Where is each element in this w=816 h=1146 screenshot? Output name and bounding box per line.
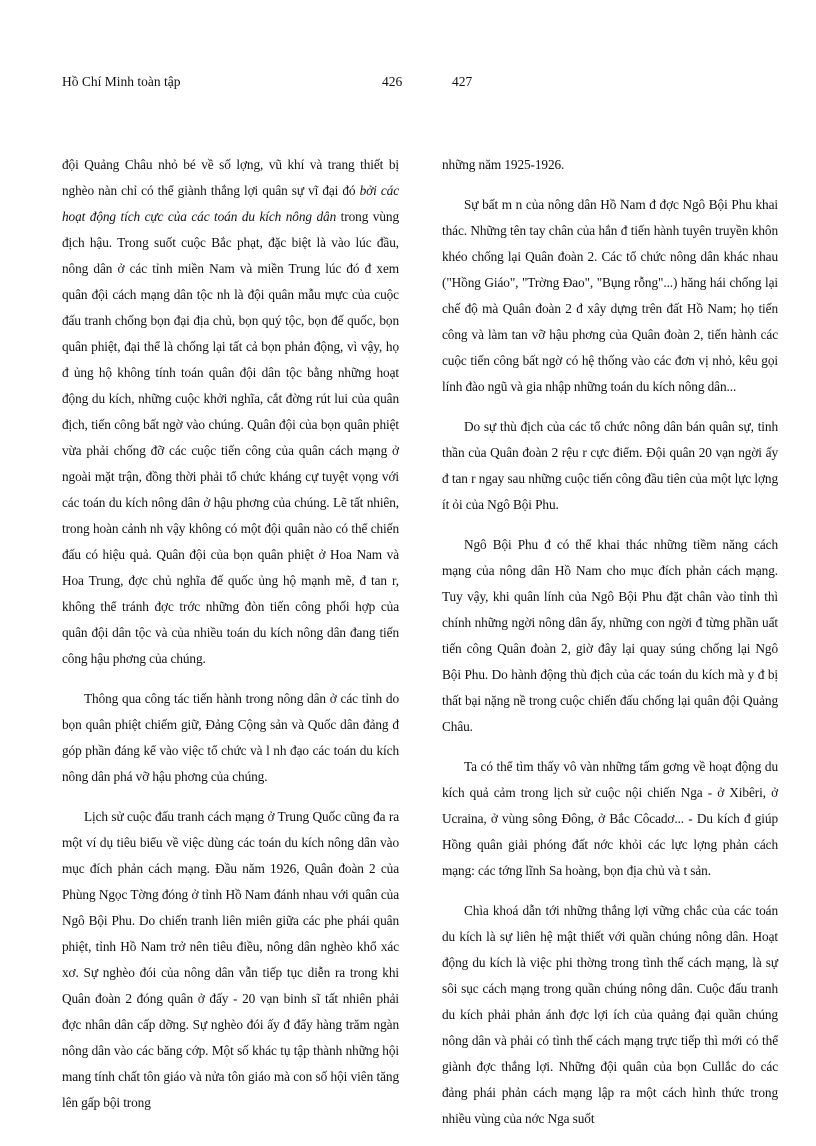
paragraph: Chìa khoá dẫn tới những thắng lợi vững chắc của các toán du kích là sự liên hệ mật thiết với quần chúng nông dân. Hoạt động du kích là việc phi thờng trong tình thế cách mạng, là sự sôi sục cách mạng trong quần chúng nông dân. Cuộc đấu tranh du kích phải phản ánh đợc lợi ích của quảng đại quần chúng nông dân và phải có tình thế cách mạng trực tiếp thì mới có thể giành đợc thắng lợi. Những đội quân của bọn Cullắc do các đảng phái phản cách mạng lập ra một cách hình thức trong nhiều vùng của nớc Nga suốt: [442, 903, 778, 1126]
right-column: [442, 152, 778, 1146]
paragraph: Lịch sử cuộc đấu tranh cách mạng ở Trung Quốc cũng đa ra một ví dụ tiêu biểu về việc dùng các toán du kích nông dân vào mục đích phản cách mạng. Đầu năm 1926, Quân đoàn 2 của Phùng Ngọc Tờng đóng ở tỉnh Hồ Nam đánh nhau với quân của Ngô Bội Phu. Do chiến tranh liên miên giữa các phe phái quân phiệt, tỉnh Hồ Nam trở nên tiêu điều, nông dân nghèo khổ xác xơ. Sự nghèo đói của nông dân vẫn tiếp tục diễn ra trong khi Quân đoàn 2 đóng quân ở đấy - 20 vạn binh sĩ tất nhiên phải đợc nhân dân cấp dỡng. Sự nghèo đói ấy đ đẩy hàng trăm ngàn nông dân vào các băng cớp. Một số khác tụ tập thành những hội mang tính chất tôn giáo và nửa tôn giáo mà con số hội viên tăng lên gấp bội trong: [62, 809, 399, 1110]
book-title: Hồ Chí Minh toàn tập: [62, 74, 181, 89]
paragraph-italic: bởi các hoạt động tích cực của các toán du kích nông dân: [62, 183, 399, 224]
paragraph: Sự bất m n của nông dân Hồ Nam đ đợc Ngô Bội Phu khai thác. Những tên tay chân của hắn đ tiến hành tuyên truyền khôn khéo chống lại Quân đoàn 2. Các tổ chức nông dân khác nhau ("Hồng Giáo", "Trờng Đao", "Bụng rỗng"...) hăng hái chống lại chế độ mà Quân đoàn 2 đ xây dựng trên đất Hồ Nam; họ tiến công và làm tan vỡ hậu phơng của Quân đoàn 2, tiến hành các cuộc tiến công bất ngờ có hệ thống vào các đơn vị nhỏ, kêu gọi lính đào ngũ và gia nhập những toán du kích nông dân...: [442, 197, 778, 394]
paragraph: [62, 152, 399, 672]
page-number-right: 427: [452, 74, 473, 89]
paragraph: Ta có thể tìm thấy vô vàn những tấm gơng về hoạt động du kích quả cảm trong lịch sử cuộc nội chiến Nga - ở Xibêri, ở Ucraina, ở vùng sông Đông, ở Bắc Côcadơ... - Du kích đ giúp Hồng quân giải phóng đất nớc khỏi các lực lợng phản cách mạng: các tớng lĩnh Sa hoàng, bọn địa chủ và t sản.: [442, 759, 778, 878]
paragraph: Ngô Bội Phu đ có thể khai thác những tiềm năng cách mạng của nông dân Hồ Nam cho mục đích phản cách mạng. Tuy vậy, khi quân lính của Ngô Bội Phu đặt chân vào tỉnh thì chính những ngời nông dân ấy, những con ngời đ từng phần uất tiến công Quân đoàn 2, giờ đây lại quay súng chống lại Ngô Bội Phu. Do hành động thù địch của các toán du kích mà y đ bị thất bại nặng nề trong cuộc chiến đấu chống lại quân đội Quảng Châu.: [442, 537, 778, 734]
page-number-left: 426: [382, 74, 403, 89]
paragraph-text-after: trong vùng địch hậu. Trong suốt cuộc Bắc phạt, đặc biệt là vào lúc đầu, nông dân ở các tỉnh miền Nam và miền Trung lúc đó đ xem quân đội cách mạng dân tộc nh là đội quân mẫu mực của cuộc đấu tranh chống bọn đại địa chủ, bọn quý tộc, bọn đế quốc, bọn quân phiệt, đại thể là chống lại tất cả bọn phản động, vì vậy, họ đ ủng hộ không tính toán quân đội dân tộc bằng những hoạt động du kích, những cuộc khởi nghĩa, cắt đờng rút lui của quân địch, tiến công bất ngờ vào chúng. Quân đội của bọn quân phiệt vừa phải chống đỡ các cuộc tiến công của quân cách mạng ở ngoài mặt trận, đồng thời phải tổ chức kháng cự tuyệt vọng với các toán du kích nông dân ở hậu phơng của chúng. Lẽ tất nhiên, trong hoàn cảnh nh vậy không có một đội quân nào có thể chiến đấu có hiệu quả. Quân đội của bọn quân phiệt ở Hoa Nam và Hoa Trung, đợc chủ nghĩa đế quốc ủng hộ mạnh mẽ, đ tan r, không thể tránh đợc trớc những đòn tiến công phối hợp của quân đội dân tộc và của nhiều toán du kích nông dân đang tiến công hậu phơng của chúng.: [62, 209, 399, 666]
paragraph: Thông qua công tác tiến hành trong nông dân ở các tỉnh do bọn quân phiệt chiếm giữ, Đảng Cộng sản và Quốc dân đảng đ góp phần đáng kể vào việc tổ chức và l nh đạo các toán du kích nông dân phá vỡ hậu phơng của chúng.: [62, 691, 399, 784]
paragraph: Do sự thù địch của các tổ chức nông dân bán quân sự, tinh thần của Quân đoàn 2 rệu r cực điểm. Đội quân 20 vạn ngời ấy đ tan r ngay sau những cuộc tiến công đầu tiên của một lực lợng ít ỏi của Ngô Bội Phu.: [442, 419, 778, 512]
paragraph: những năm 1925-1926.: [442, 157, 565, 172]
paragraph-text: đội Quảng Châu nhỏ bé về số lợng, vũ khí và trang thiết bị nghèo nàn chỉ có thể giành thắng lợi quân sự vĩ đại đó: [62, 157, 399, 198]
left-column: [62, 152, 399, 1130]
